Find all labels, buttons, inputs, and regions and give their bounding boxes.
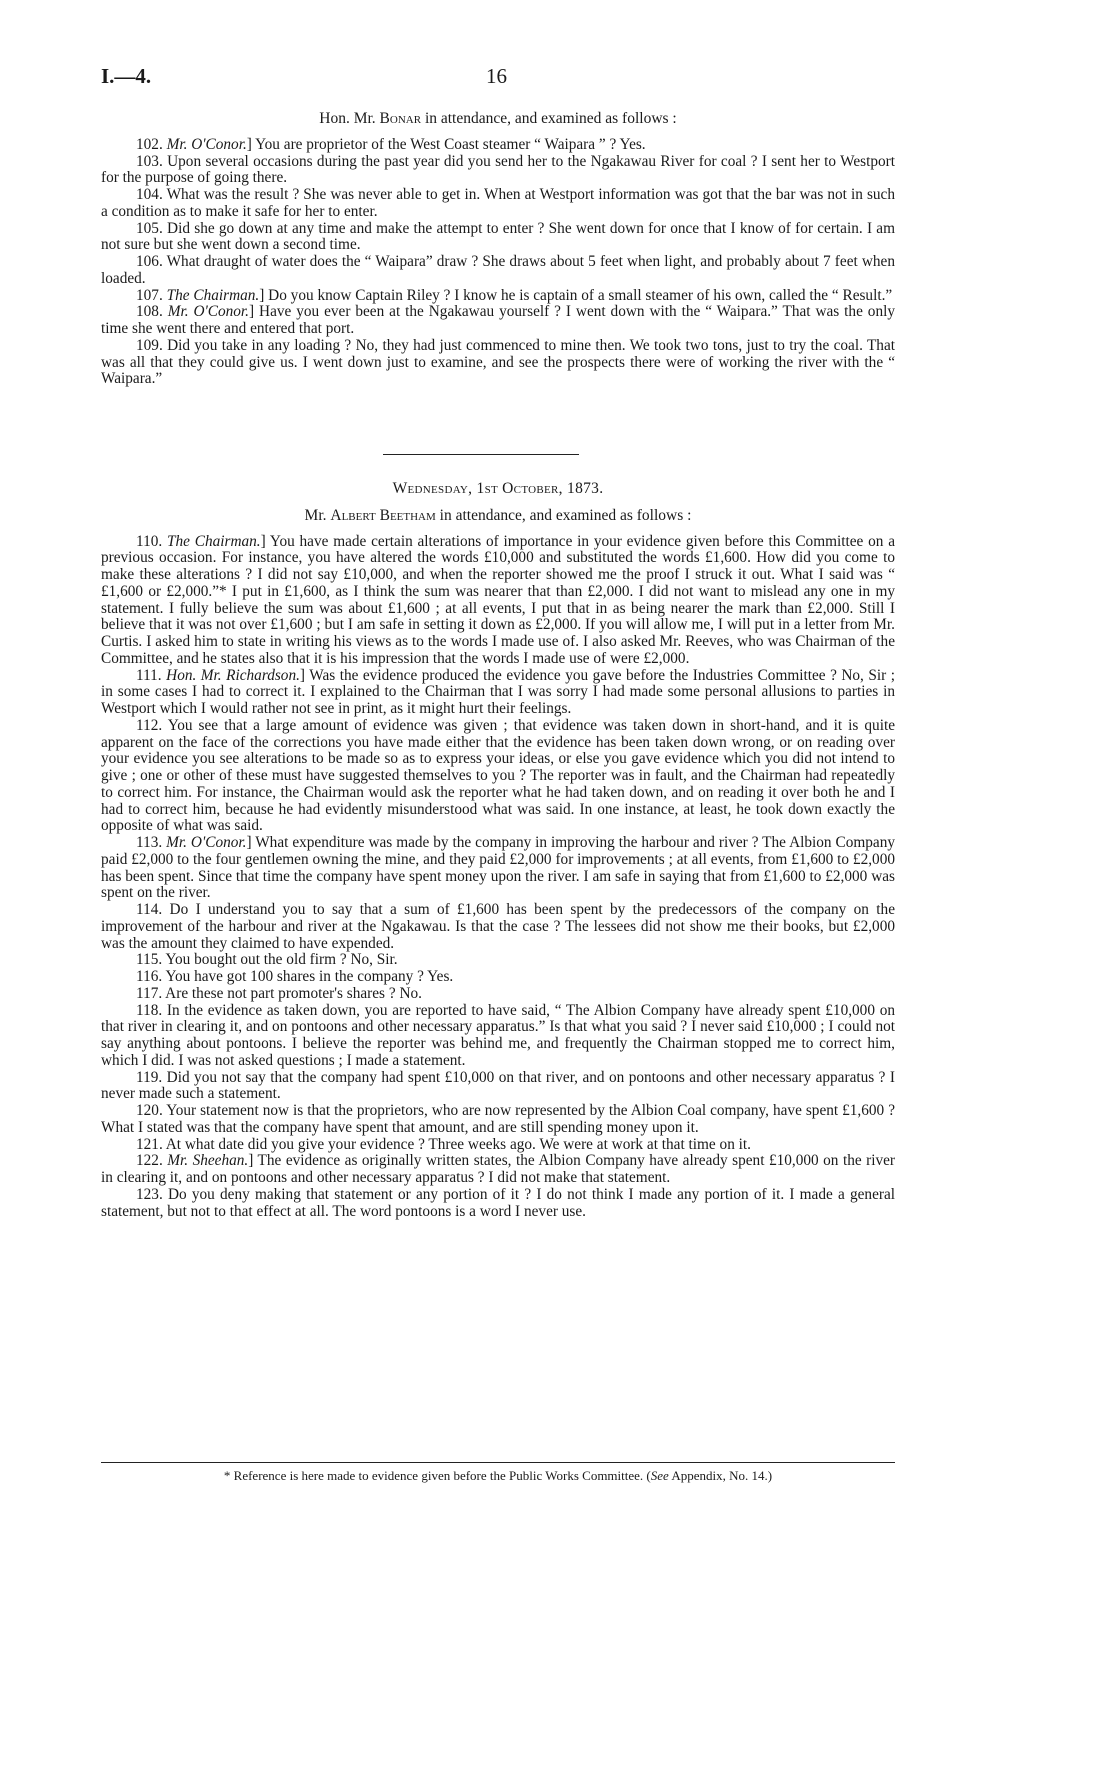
question-104: 104. What was the result ? She was never able to get in. When at Westport information was got that the bar was not in such a condition as to make it safe for her to enter. [101, 186, 895, 220]
section-divider [383, 454, 579, 455]
question-110: 110. The Chairman.] You have made certain alterations of importance in your evidence given before this Committee on a previous occasion. For instance, you have altered the words £10,000 and substituted the words £1,600. How did you come to make these alterations ? I did not say £10,000, and when the reporter showed me the proof I struck it out. What I said was “ £1,600 or £2,000.”* I put in £1,600, as I think the sum was nearer that than £2,000. I did not want to mislead any one in my statement. I fully believe the sum was about £1,600 ; at all events, I put that in as being nearer the mark than £2,000. Still I believe that it was not over £1,600 ; but I am safe in setting it down as £2,000. If you will allow me, I will put in a letter from Mr. Curtis. I asked him to state in writing his views as to the words I made use of. I also asked Mr. Reeves, who was Chairman of the Committee, and he states also that it is his impression that the words I made use of were £2,000. [101, 532, 895, 667]
question-121: 121. At what date did you give your evidence ? Three weeks ago. We were at work at that time on it. [136, 1135, 751, 1153]
beetham-examination [101, 481, 895, 1220]
question-111: 111. Hon. Mr. Richardson.] Was the evidence produced the evidence you gave before the Industries Committee ? No, Sir ; in some cases I had to correct it. I explained to the Chairman that I was sorry I had made some personal allusions to parties in Westport which I would rather not see in print, as it might hurt their feelings. [101, 666, 895, 717]
footnote-rule [101, 1462, 895, 1463]
question-113: 113. Mr. O'Conor.] What expenditure was made by the company in improving the harbour and river ? The Albion Company paid £2,000 to the four gentlemen owning the mine, and they paid £2,000 for improvements ; at all events, from £1,600 to £2,000 has been spent. Since that time the company have spent money upon the river. I am safe in saying that from £1,600 to £2,000 was spent on the river. [101, 834, 895, 902]
question-116: 116. You have got 100 shares in the company ? Yes. [136, 968, 454, 985]
question-105: 105. Did she go down at any time and make the attempt to enter ? She went down for once that I know of for certain. I am not sure but she went down a second time. [101, 219, 895, 254]
page-number: 16 [486, 64, 507, 88]
bonar-intro: Hon. Mr. Bonar in attendance, and examined as follows : [319, 110, 677, 127]
question-114: 114. Do I understand you to say that a sum of £1,600 has been spent by the predecessors of the company on the improvement of the harbour and river at the Ngakawau. Is that the case ? The lessees did not show me their books, but £2,000 was the amount they claimed to have expended. [101, 901, 895, 952]
question-103: 103. Upon several occasions during the past year did you send her to the Ngakawau River for coal ? I sent her to Westport for the purpose of going there. [101, 152, 895, 187]
question-117: 117. Are these not part promoter's shares ? No. [136, 984, 422, 1002]
footnote: * Reference is here made to evidence given before the Public Works Committee. (See Appendix, No. 14.) [223, 1468, 773, 1483]
question-108: 108. Mr. O'Conor.] Have you ever been at the Ngakawau yourself ? I went down with the “ Waipara.” That was the only time she went there and entered that port. [101, 303, 895, 337]
document-reference: I.—4. [101, 64, 152, 88]
question-115: 115. You bought out the old firm ? No, Sir. [136, 951, 398, 969]
question-122: 122. Mr. Sheehan.] The evidence as originally written states, the Albion Company have already spent £10,000 on the river in clearing it, and on pontoons and other necessary apparatus ? I did not make that statement. [101, 1152, 895, 1186]
question-119: 119. Did you not say that the company had spent £10,000 on that river, and on pontoons and other necessary apparatus ? I never made such a statement. [101, 1068, 895, 1103]
sitting-date: Wednesday, 1st October, 1873. [392, 480, 604, 497]
question-109: 109. Did you take in any loading ? No, they had just commenced to mine then. We took two tons, just to try the coal. That was all that they could give us. I went down just to examine, and see the prospects there were of working the river with the “ Waipara.” [101, 336, 895, 388]
question-102: 102. Mr. O'Conor.] You are proprietor of the West Coast steamer “ Waipara ” ? Yes. [136, 135, 646, 153]
bonar-examination [101, 111, 895, 388]
question-112: 112. You see that a large amount of evidence was given ; that evidence was taken down in short-hand, and it is quite apparent on the face of the corrections you have made either that the evidence has been taken down wrong, or on reading over your evidence you see alterations to be made so as to express your ideas, or else you gave evidence which you did not intend to give ; one or other of these must have suggested themselves to you ? The reporter was in fault, and the Chairman had repeatedly to correct him. For instance, the Chairman would ask the reporter what he had taken down, and on reading it over both he and I had to correct him, because he had evidently misunderstood what was said. In one instance, at least, he took down exactly the opposite of what was said. [101, 716, 895, 835]
question-106: 106. What draught of water does the “ Waipara” draw ? She draws about 5 feet when light, and probably about 7 feet when loaded. [101, 253, 895, 287]
question-123: 123. Do you deny making that statement or any portion of it ? I do not think I made any portion of it. I made a general statement, but not to that effect at all. The word pontoons is a word I never use. [101, 1185, 895, 1220]
question-107: 107. The Chairman.] Do you know Captain Riley ? I know he is captain of a small steamer of his own, called the “ Result.” [136, 286, 893, 304]
question-118: 118. In the evidence as taken down, you are reported to have said, “ The Albion Company have already spent £10,000 on that river in clearing it, and on pontoons and other necessary apparatus.” Is that what you said ? I never said £10,000 ; I could not say anything about pontoons. I believe the reporter was behind me, and frequently the Chairman stopped me to correct him, which I did. I was not asked questions ; I made a statement. [101, 1001, 895, 1069]
page-header [101, 64, 892, 90]
beetham-intro: Mr. Albert Beetham in attendance, and examined as follows : [304, 506, 692, 524]
question-120: 120. Your statement now is that the proprietors, who are now represented by the Albion Coal company, have spent £1,600 ? What I stated was that the company have spent that amount, and are still spending money upon it. [101, 1102, 895, 1136]
